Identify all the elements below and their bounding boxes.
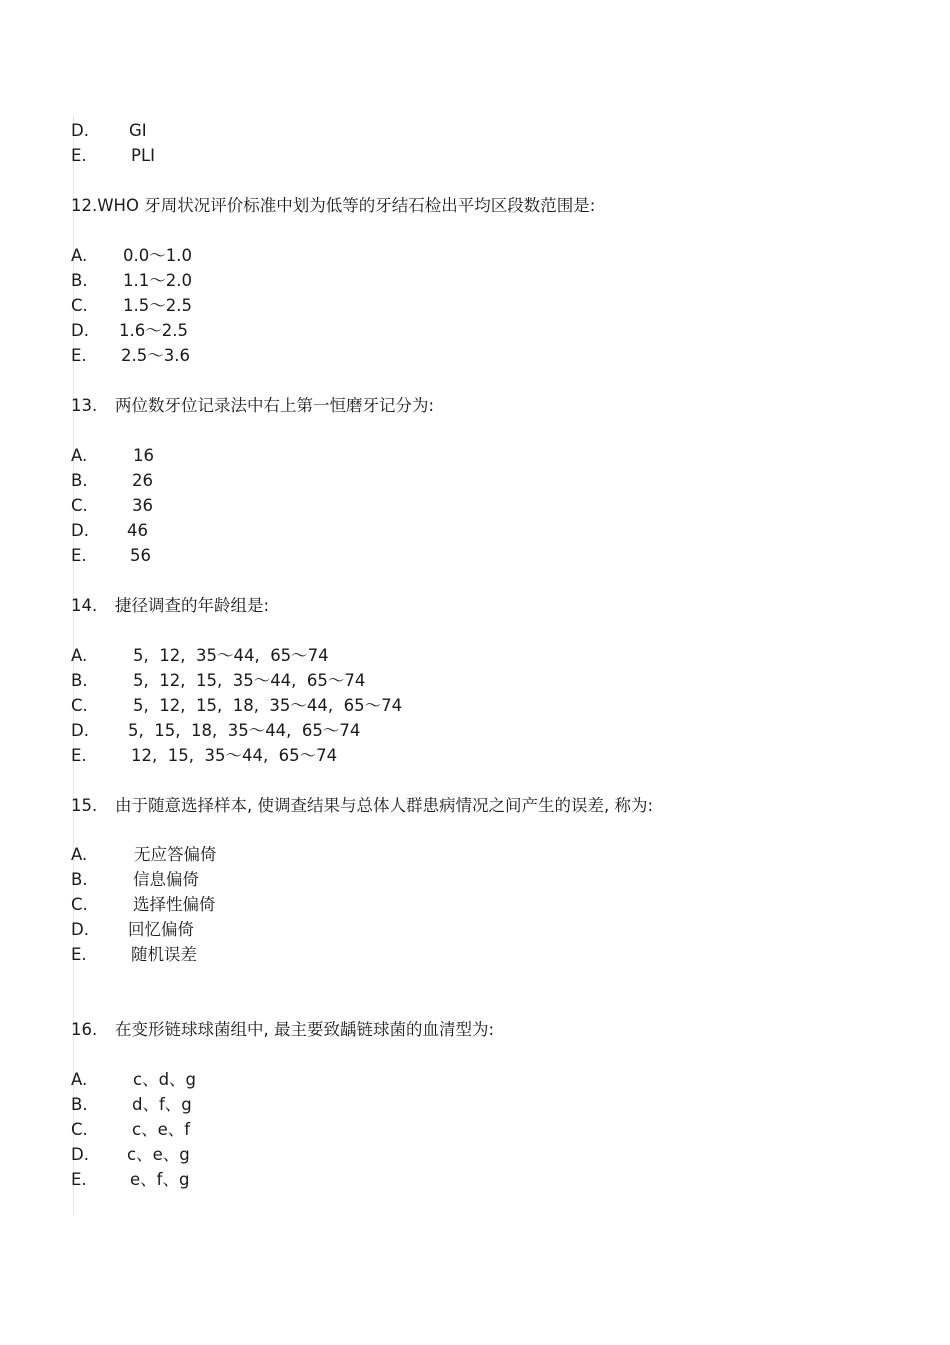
option-a: A. 无应答偏倚	[71, 845, 217, 864]
option-e: E. 2.5～3.6	[71, 346, 190, 365]
option-b: B. 26	[71, 471, 153, 490]
option-d: D. c、e、g	[71, 1145, 190, 1164]
option-d: D. 46	[71, 521, 148, 540]
option-c: C. 选择性偏倚	[71, 895, 216, 914]
option-e: E. e、f、g	[71, 1170, 190, 1189]
option-e: E. 随机误差	[71, 945, 197, 964]
question-15-stem: 15. 由于随意选择样本, 使调查结果与总体人群患病情况之间产生的误差, 称为:	[71, 796, 654, 815]
question-14-stem: 14. 捷径调查的年龄组是:	[71, 596, 270, 615]
option-b: B. 1.1～2.0	[71, 271, 192, 290]
question-12-stem: 12.WHO 牙周状况评价标准中划为低等的牙结石检出平均区段数范围是:	[71, 196, 596, 215]
option-a: A. c、d、g	[71, 1070, 197, 1089]
option-d: D. GI	[71, 121, 147, 140]
option-c: C. 36	[71, 496, 153, 515]
option-d: D. 5, 15, 18, 35～44, 65～74	[71, 721, 361, 740]
option-d: D. 回忆偏倚	[71, 920, 194, 939]
option-b: B. d、f、g	[71, 1095, 192, 1114]
option-e: E. PLI	[71, 146, 156, 165]
option-c: C. 5, 12, 15, 18, 35～44, 65～74	[71, 696, 403, 715]
option-d: D. 1.6～2.5	[71, 321, 188, 340]
option-b: B. 5, 12, 15, 35～44, 65～74	[71, 671, 366, 690]
question-13-stem: 13. 两位数牙位记录法中右上第一恒磨牙记分为:	[71, 396, 435, 415]
option-a: A. 16	[71, 446, 154, 465]
option-a: A. 0.0～1.0	[71, 246, 192, 265]
question-16-stem: 16. 在变形链球球菌组中, 最主要致龋链球菌的血清型为:	[71, 1020, 495, 1039]
option-c: C. 1.5～2.5	[71, 296, 192, 315]
option-a: A. 5, 12, 35～44, 65～74	[71, 646, 329, 665]
option-e: E. 56	[71, 546, 151, 565]
option-e: E. 12, 15, 35～44, 65～74	[71, 746, 338, 765]
option-b: B. 信息偏倚	[71, 870, 199, 889]
option-c: C. c、e、f	[71, 1120, 191, 1139]
